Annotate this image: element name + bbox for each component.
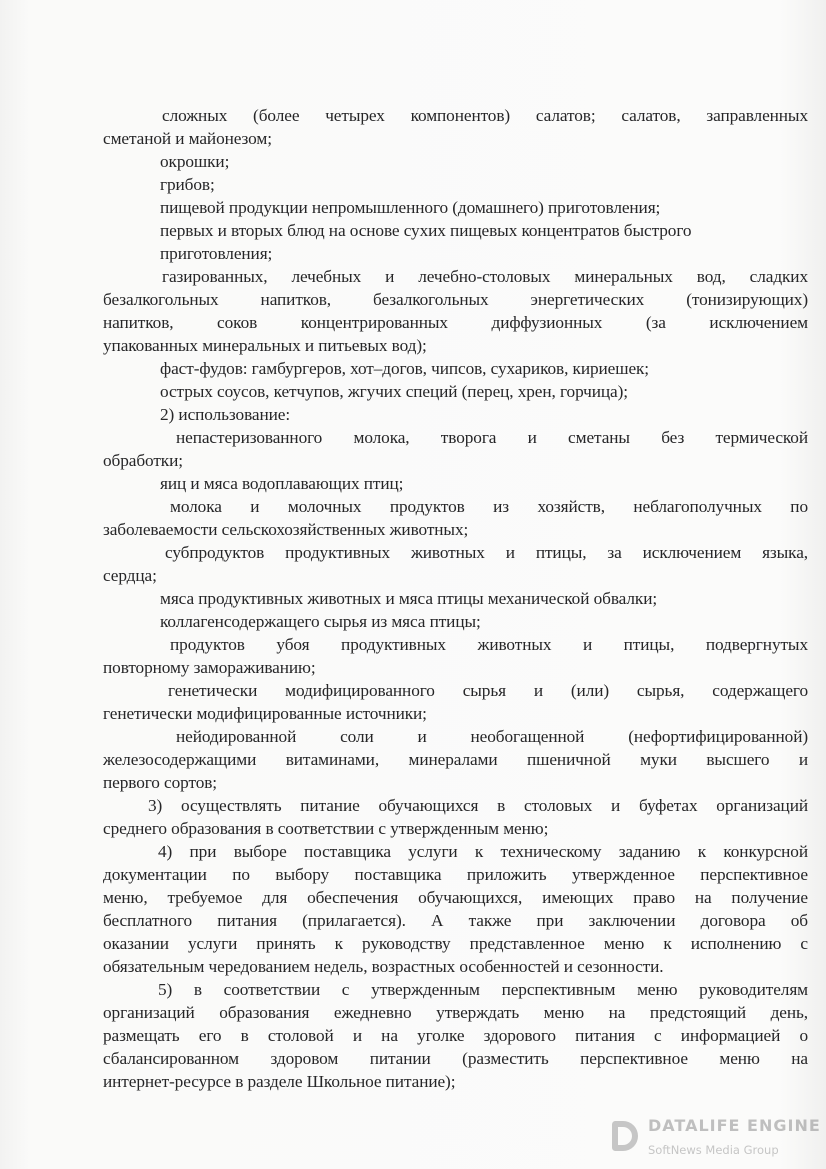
text-line: 2) использование: [160, 405, 291, 424]
text-line: обязательным чередованием недель, возрастных особенностей и сезонности. [103, 957, 664, 976]
text-line: бесплатного питания (прилагается). А также при заключении договора об [103, 911, 808, 930]
text-line: мяса продуктивных животных и мяса птицы механической обвалки; [160, 589, 658, 608]
text-line: среднего образования в соответствии с утвержденным меню; [103, 819, 549, 838]
text-line: интернет-ресурсе в разделе Школьное питание); [103, 1072, 456, 1091]
text-line: субпродуктов продуктивных животных и птицы, за исключением языка, [165, 543, 808, 562]
text-line: первого сортов; [103, 773, 218, 792]
watermark [612, 1116, 821, 1164]
text-line: яиц и мяса водоплавающих птиц; [160, 474, 404, 493]
text-line: нейодированной соли и необогащенной (нефортифицированной) [176, 727, 808, 746]
text-line: грибов; [160, 175, 215, 194]
text-line: окрошки; [160, 152, 230, 171]
text-line: продуктов убоя продуктивных животных и птицы, подвергнутых [170, 635, 808, 654]
text-line: заболеваемости сельскохозяйственных животных; [103, 520, 469, 539]
text-line: обработки; [103, 451, 183, 470]
text-line: непастеризованного молока, творога и сметаны без термической [176, 428, 808, 447]
text-line: пищевой продукции непромышленного (домашнего) приготовления; [160, 198, 661, 217]
watermark-title: DATALIFE ENGINE [648, 1116, 821, 1135]
text-line: коллагенсодержащего сырья из мяса птицы; [160, 612, 481, 631]
text-line: 4) при выборе поставщика услуги к техническому заданию к конкурсной [158, 842, 808, 861]
text-line: 3) осуществлять питание обучающихся в столовых и буфетах организаций [148, 796, 808, 815]
text-line: 5) в соответствии с утвержденным перспективным меню руководителям [158, 980, 808, 999]
text-line: железосодержащими витаминами, минералами пшеничной муки высшего и [103, 750, 808, 769]
text-line: сердца; [103, 566, 157, 585]
text-line: молока и молочных продуктов из хозяйств, неблагополучных по [170, 497, 808, 516]
text-line: генетически модифицированные источники; [103, 704, 427, 723]
text-line: безалкогольных напитков, безалкогольных энергетических (тонизирующих) [103, 290, 808, 309]
text-line: сметаной и майонезом; [103, 129, 272, 148]
text-line: генетически модифицированного сырья и (или) сырья, содержащего [168, 681, 808, 700]
text-line: меню, требуемое для обеспечения обучающихся, имеющих право на получение [103, 888, 808, 907]
text-line: острых соусов, кетчупов, жгучих специй (перец, хрен, горчица); [160, 382, 628, 401]
watermark-subtitle: SoftNews Media Group [648, 1143, 779, 1157]
text-line: документации по выбору поставщика приложить утвержденное перспективное [103, 865, 808, 884]
text-line: первых и вторых блюд на основе сухих пищевых концентратов быстрого [160, 221, 692, 240]
text-line: оказании услуги принять к руководству представленное меню к исполнению с [103, 934, 808, 953]
text-line: напитков, соков концентрированных диффузионных (за исключением [103, 313, 808, 332]
datalife-logo-icon [612, 1121, 638, 1151]
text-line: размещать его в столовой и на уголке здорового питания с информацией о [103, 1026, 808, 1045]
text-line: сбалансированном здоровом питании (разместить перспективное меню на [103, 1049, 808, 1068]
text-line: организаций образования ежедневно утверждать меню на предстоящий день, [103, 1003, 808, 1022]
text-line: фаст-фудов: гамбургеров, хот–догов, чипсов, сухариков, кириешек; [160, 359, 650, 378]
text-line: повторному замораживанию; [103, 658, 316, 677]
text-line: упакованных минеральных и питьевых вод); [103, 336, 427, 355]
text-line: приготовления; [160, 244, 273, 263]
text-line: сложных (более четырех компонентов) салатов; салатов, заправленных [162, 106, 808, 125]
text-line: газированных, лечебных и лечебно-столовых минеральных вод, сладких [162, 267, 808, 286]
